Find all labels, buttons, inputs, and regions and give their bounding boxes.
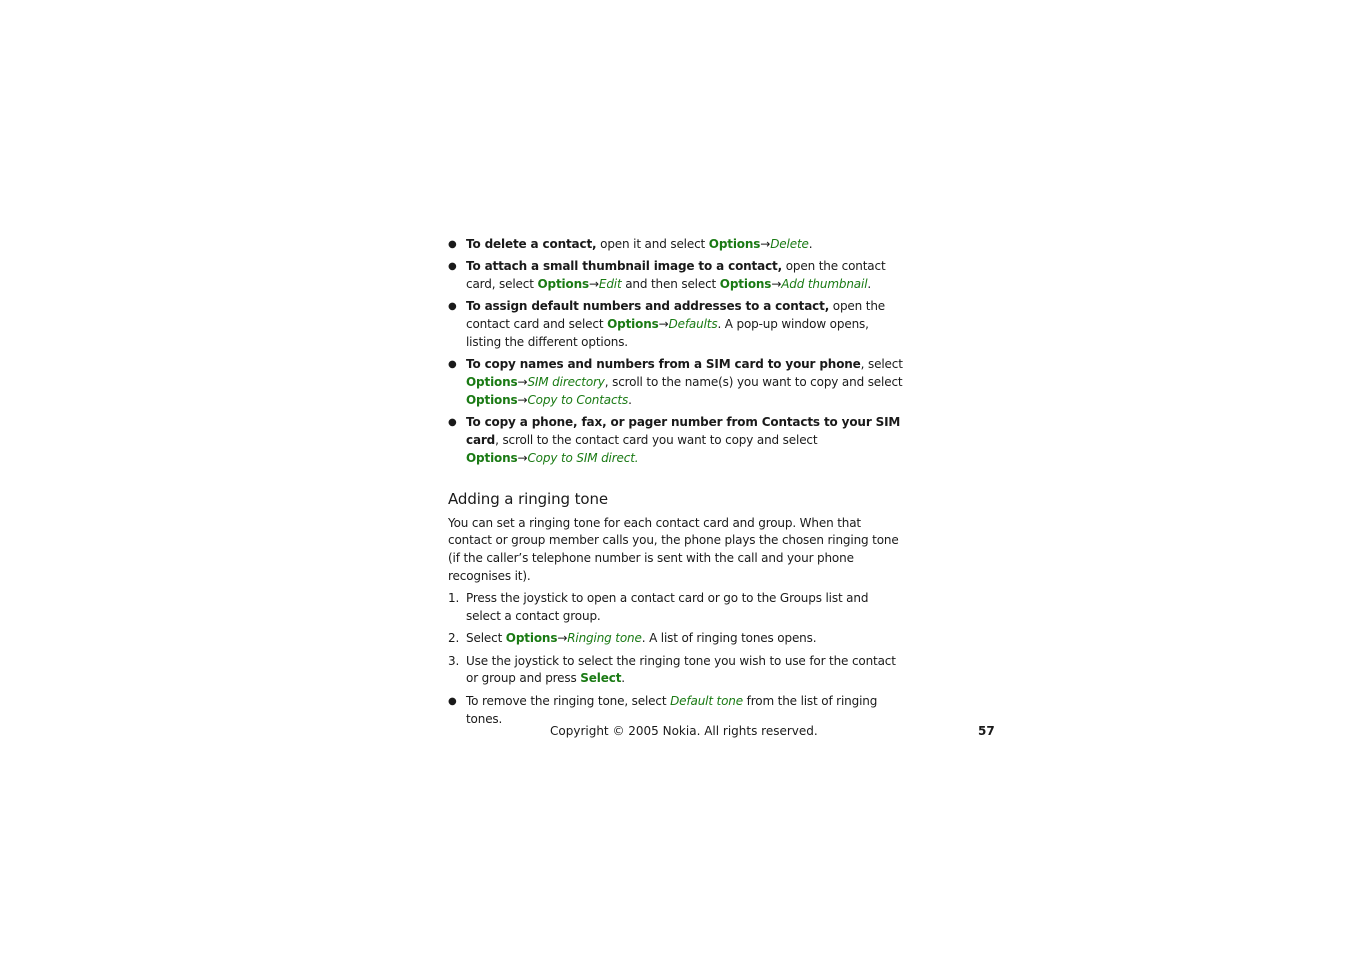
page-number: 57 (978, 724, 995, 738)
bullet-assign-defaults (448, 298, 906, 351)
menu-keyword: Options (505, 631, 558, 646)
bullet-icon: ● (448, 417, 457, 429)
bullet-text: . (628, 392, 632, 407)
menu-keyword: Options (537, 277, 589, 292)
menu-keyword: Options (719, 277, 772, 292)
copyright-notice: Copyright © 2005 Nokia. All rights reserved. (550, 724, 818, 738)
menu-option: Copy to Contacts (527, 392, 629, 407)
bullet-text: and then select (621, 277, 720, 292)
bullet-text: To remove the ringing tone, select (466, 693, 671, 708)
bullet-lead: To assign default numbers and addresses to a contact, (466, 299, 830, 314)
menu-keyword: Options (466, 392, 518, 407)
menu-option: Copy to SIM direct. (527, 450, 639, 465)
menu-option: Edit (598, 277, 622, 292)
step-item (448, 653, 906, 689)
menu-keyword: Options (708, 237, 761, 251)
step-number: 1. (448, 591, 460, 606)
arrow-icon: → (517, 450, 528, 465)
bullet-icon: ● (448, 359, 457, 371)
step-text: Select (466, 631, 506, 646)
step-item (448, 630, 906, 648)
bullet-icon: ● (448, 239, 457, 250)
bullet-text: , scroll to the contact card you want to copy and select (495, 432, 818, 447)
menu-keyword: Options (466, 375, 518, 390)
arrow-icon: → (760, 237, 771, 251)
bullet-text: , scroll to the name(s) you want to copy and select (604, 375, 903, 390)
bullet-icon: ● (448, 301, 457, 313)
bullet-icon: ● (448, 695, 457, 707)
menu-option: Defaults (668, 317, 718, 332)
bullet-attach-thumbnail (448, 258, 906, 294)
bullet-text: open the contact card, select (466, 259, 886, 292)
bullet-delete-contact (448, 236, 906, 254)
arrow-icon: → (658, 317, 669, 332)
bullet-text: open it and select (596, 237, 709, 251)
arrow-icon: → (557, 631, 568, 646)
bullet-text: . (808, 237, 813, 251)
menu-option: Add thumbnail (781, 277, 868, 292)
step-item (448, 590, 906, 626)
menu-option: SIM directory (527, 375, 605, 390)
bullet-lead: To attach a small thumbnail image to a contact, (466, 259, 783, 274)
bullet-copy-from-sim (448, 356, 906, 409)
section-heading: Adding a ringing tone (448, 489, 608, 508)
menu-option: Default tone (670, 693, 743, 708)
step-text: . A list of ringing tones opens. (641, 631, 817, 646)
arrow-icon: → (588, 277, 599, 292)
step-number: 3. (448, 653, 460, 668)
step-number: 2. (448, 631, 460, 646)
bullet-text: . A pop-up window opens, listing the different options. (466, 317, 869, 349)
arrow-icon: → (517, 375, 528, 390)
bullet-lead: To copy a phone, fax, or pager number from Contacts to your SIM card (466, 415, 901, 447)
menu-keyword: Options (607, 317, 659, 332)
bullet-copy-to-sim (448, 414, 906, 467)
bullet-icon: ● (448, 261, 457, 273)
menu-option: Ringing tone (567, 631, 642, 646)
step-text: Press the joystick to open a contact card or go to the Groups list and select a contact group. (466, 591, 869, 624)
bullet-text: from the list of ringing tones. (466, 693, 878, 726)
step-text: . (621, 671, 625, 686)
bullet-lead: To copy names and numbers from a SIM card to your phone (466, 357, 861, 372)
step-text: Use the joystick to select the ringing tone you wish to use for the contact or group and press (466, 653, 896, 686)
arrow-icon: → (771, 277, 782, 292)
bullet-text: open the contact card and select (466, 299, 886, 332)
menu-option: Delete (770, 237, 809, 251)
section-intro: You can set a ringing tone for each contact card and group. When that contact or group member calls you, the phone plays the chosen ringing tone (if the caller’s telephone number is sent with the call and your phone recognises it). (448, 515, 899, 583)
manual-page (448, 236, 906, 733)
menu-keyword: Options (466, 450, 518, 465)
bullet-text: , select (860, 357, 903, 372)
bullet-lead: To delete a contact, (466, 237, 597, 251)
menu-keyword: Select (580, 671, 622, 686)
arrow-icon: → (517, 392, 528, 407)
bullet-text: . (867, 277, 872, 292)
